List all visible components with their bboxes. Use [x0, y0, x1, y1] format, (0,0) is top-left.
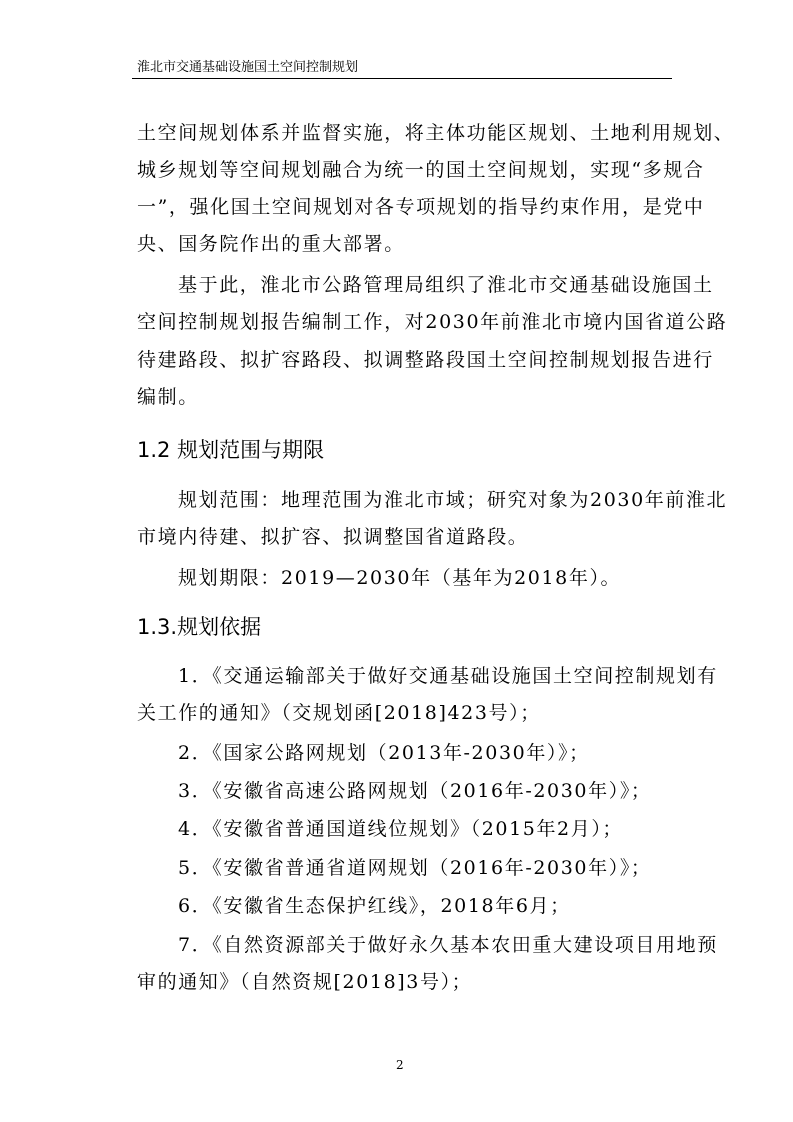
- body-line: 城乡规划等空间规划融合为统一的国土空间规划，实现“多规合: [137, 159, 705, 181]
- list-item: 7．《自然资源部关于做好永久基本农田重大建设项目用地预: [178, 934, 718, 956]
- running-header: 淮北市交通基础设施国土空间控制规划: [137, 60, 359, 75]
- list-item: 关工作的通知》（交规划函[2018]423号）；: [137, 702, 541, 724]
- body-line: 规划期限：2019—2030年（基年为2018年）。: [178, 567, 622, 589]
- list-item: 3．《安徽省高速公路网规划（2016年-2030年）》；: [178, 780, 652, 802]
- body-line: 土空间规划体系并监督实施，将主体功能区规划、土地利用规划、: [137, 122, 735, 144]
- page-number: 2: [396, 1058, 404, 1072]
- list-item: 审的通知》（自然资规[2018]3号）；: [137, 971, 473, 993]
- body-line: 基于此，淮北市公路管理局组织了淮北市交通基础设施国土: [178, 274, 714, 296]
- header-divider: [132, 78, 672, 79]
- body-line: 市境内待建、拟扩容、拟调整国省道路段。: [137, 526, 529, 548]
- body-line: 一”，强化国土空间规划对各专项规划的指导约束作用，是党中: [137, 196, 705, 218]
- section-heading-1-2: 1.2 规划范围与期限: [137, 438, 325, 462]
- body-line: 待建路段、拟扩容路段、拟调整路段国土空间控制规划报告进行: [137, 349, 714, 371]
- section-heading-1-3: 1.3.规划依据: [137, 615, 262, 639]
- list-item: 1．《交通运输部关于做好交通基础设施国土空间控制规划有: [178, 665, 718, 687]
- body-line: 央、国务院作出的重大部署。: [137, 233, 405, 255]
- body-line: 编制。: [137, 386, 199, 408]
- list-item: 4．《安徽省普通国道线位规划》（2015年2月）；: [178, 818, 624, 840]
- list-item: 2．《国家公路网规划（2013年-2030年）》；: [178, 742, 590, 764]
- body-line: 规划范围：地理范围为淮北市域；研究对象为2030年前淮北: [178, 489, 728, 511]
- body-line: 空间控制规划报告编制工作，对2030年前淮北市境内国省道公路: [137, 311, 728, 333]
- list-item: 6．《安徽省生态保护红线》，2018年6月；: [178, 895, 571, 917]
- list-item: 5．《安徽省普通省道网规划（2016年-2030年）》；: [178, 857, 652, 879]
